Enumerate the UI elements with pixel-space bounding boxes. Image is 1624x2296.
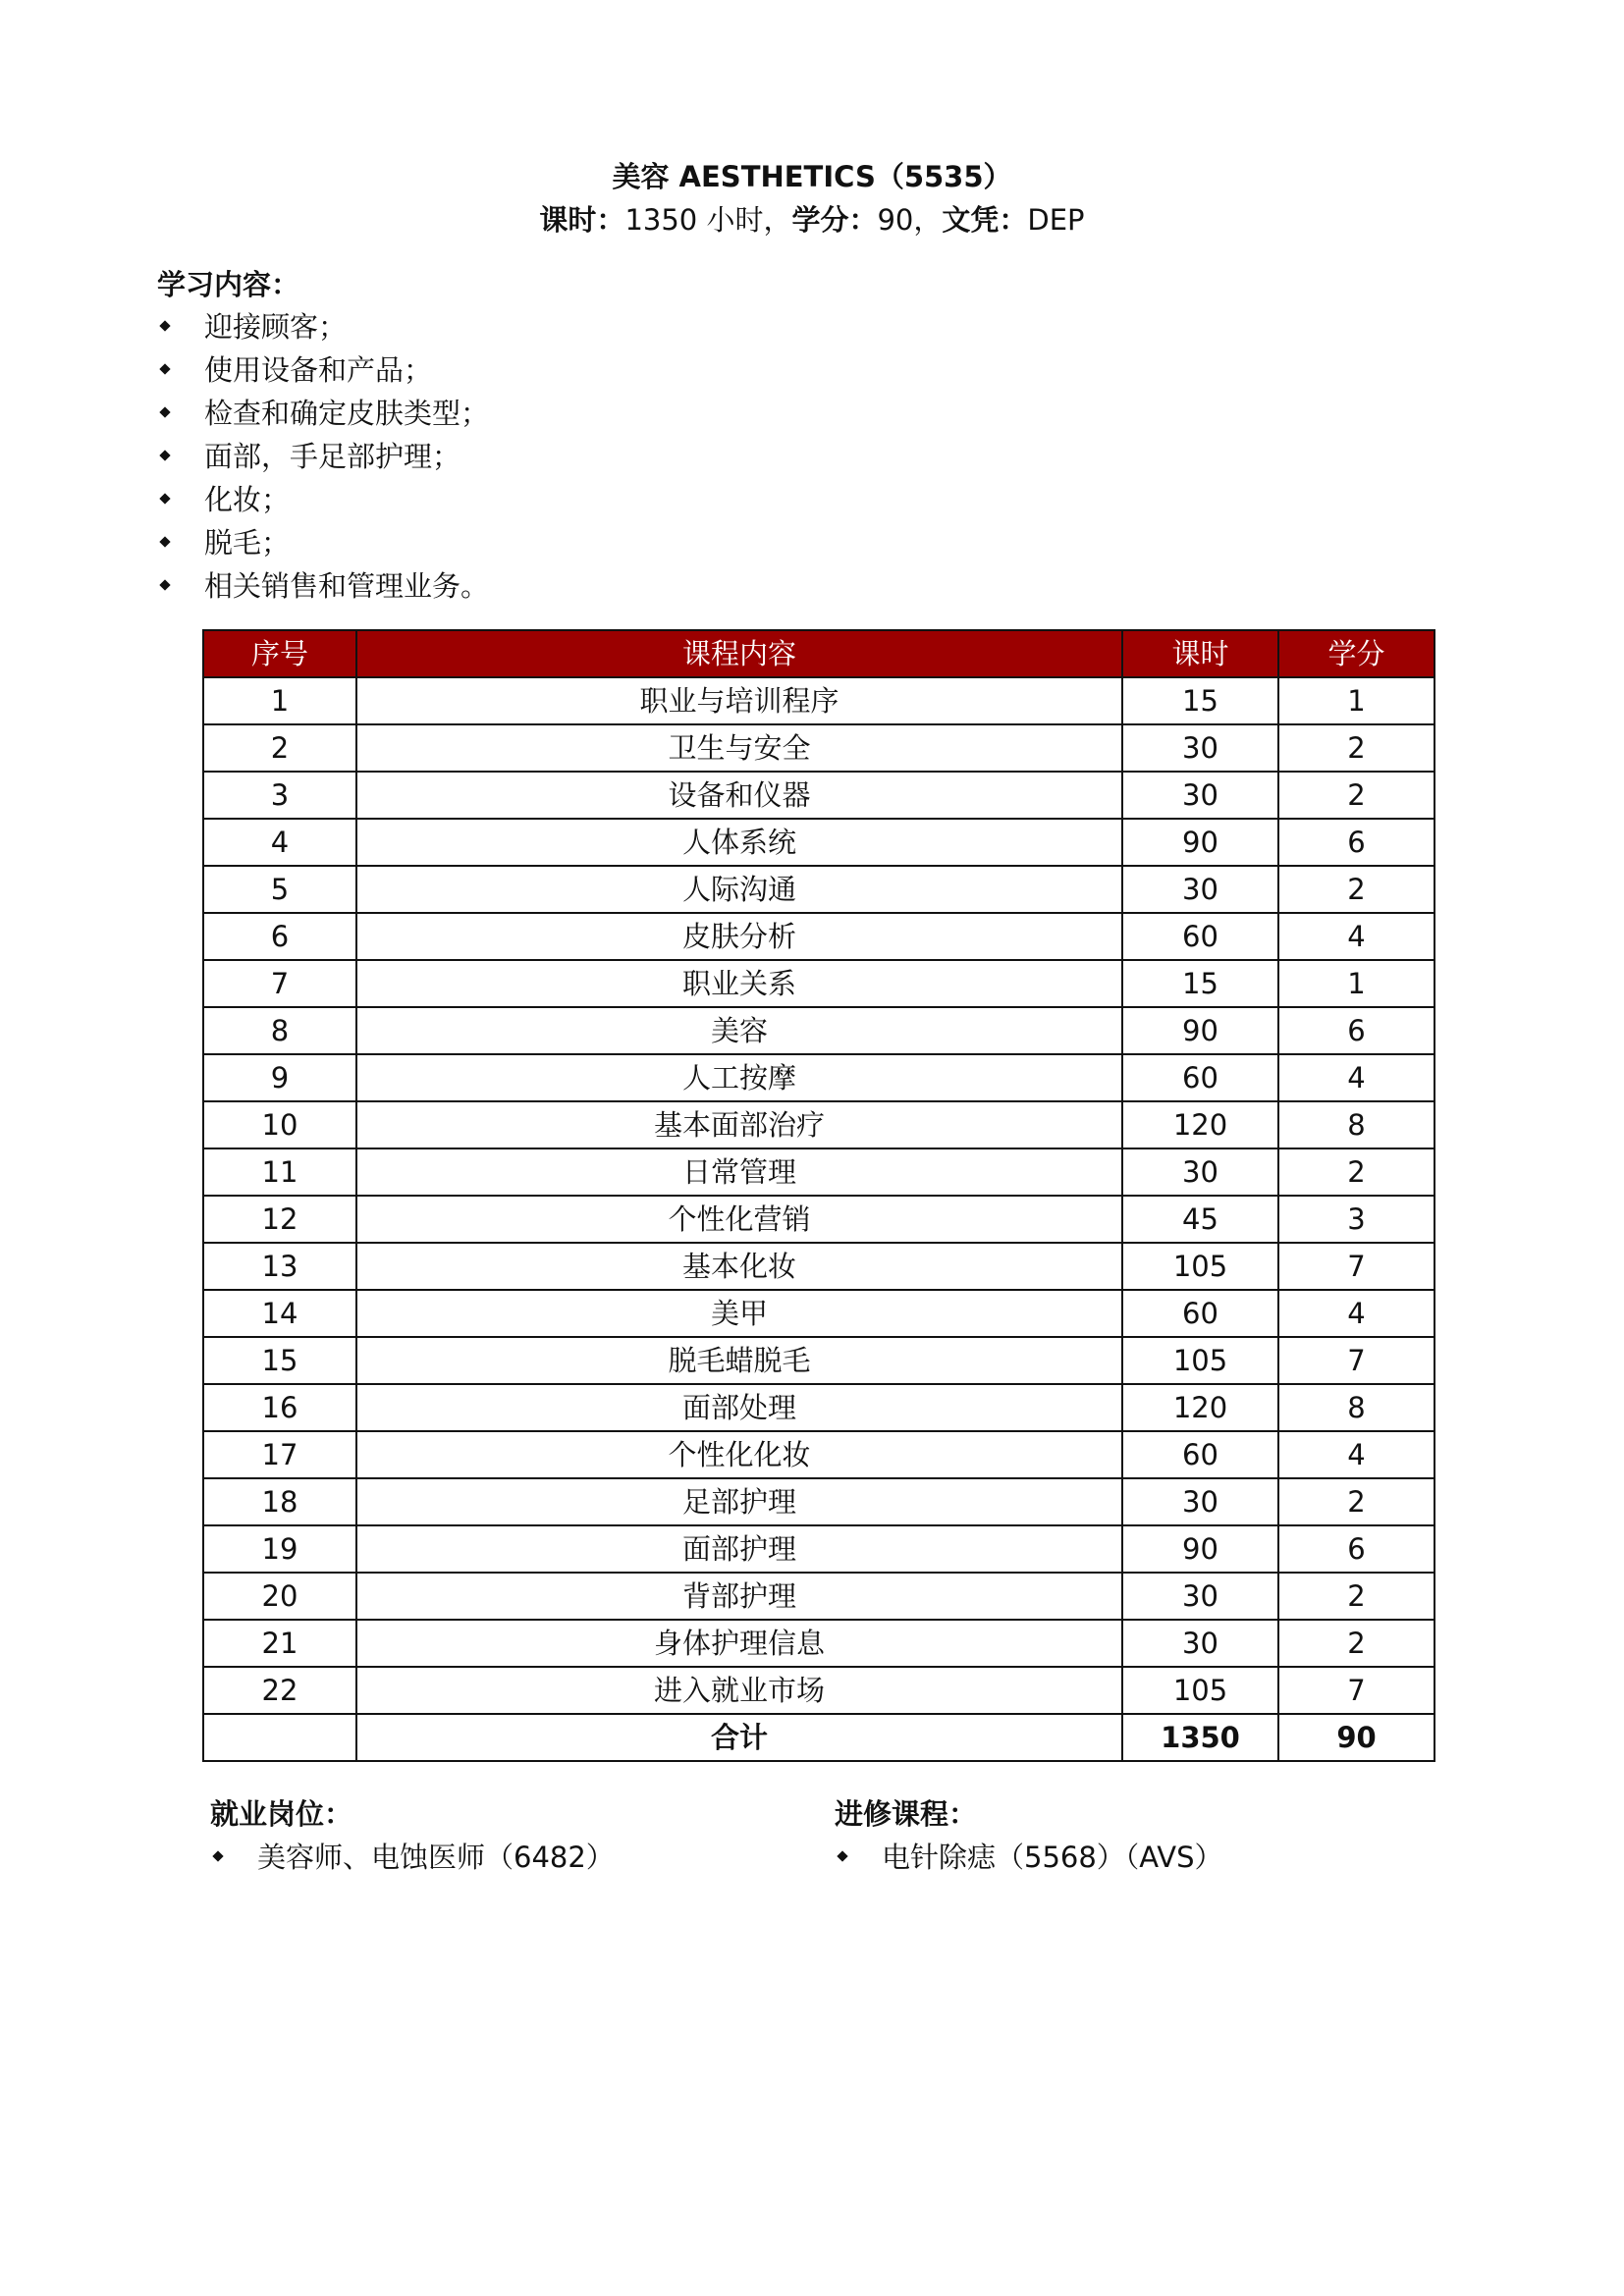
row-credits: 2 bbox=[1278, 866, 1435, 913]
row-content: 美容 bbox=[356, 1007, 1122, 1054]
row-credits: 2 bbox=[1278, 1573, 1435, 1620]
table-row bbox=[203, 1007, 1435, 1054]
row-content: 个性化化妆 bbox=[356, 1431, 1122, 1478]
table-header-row bbox=[203, 630, 1435, 677]
row-hours: 15 bbox=[1122, 677, 1278, 724]
row-number: 9 bbox=[203, 1054, 356, 1101]
table-row bbox=[203, 1573, 1435, 1620]
row-hours: 120 bbox=[1122, 1384, 1278, 1431]
row-content: 个性化营销 bbox=[356, 1196, 1122, 1243]
row-number: 6 bbox=[203, 913, 356, 960]
jobs-list bbox=[210, 1836, 615, 1879]
row-number: 5 bbox=[203, 866, 356, 913]
row-number: 1 bbox=[203, 677, 356, 724]
table-row bbox=[203, 1054, 1435, 1101]
row-credits: 2 bbox=[1278, 724, 1435, 772]
row-credits: 1 bbox=[1278, 960, 1435, 1007]
table-row bbox=[203, 1337, 1435, 1384]
row-number: 17 bbox=[203, 1431, 356, 1478]
table-row bbox=[203, 772, 1435, 819]
row-number: 12 bbox=[203, 1196, 356, 1243]
row-number: 13 bbox=[203, 1243, 356, 1290]
row-content: 面部护理 bbox=[356, 1525, 1122, 1573]
diploma-value: DEP bbox=[1027, 203, 1085, 237]
row-number: 7 bbox=[203, 960, 356, 1007]
row-number: 14 bbox=[203, 1290, 356, 1337]
table-row bbox=[203, 1431, 1435, 1478]
row-number: 19 bbox=[203, 1525, 356, 1573]
table-row bbox=[203, 1478, 1435, 1525]
header-content: 课程内容 bbox=[356, 630, 1122, 677]
row-credits: 2 bbox=[1278, 1620, 1435, 1667]
row-credits: 2 bbox=[1278, 1148, 1435, 1196]
row-credits: 4 bbox=[1278, 913, 1435, 960]
credits-value: 90， bbox=[877, 203, 943, 237]
row-hours: 60 bbox=[1122, 1290, 1278, 1337]
total-label: 合计 bbox=[356, 1714, 1122, 1761]
table-row bbox=[203, 1667, 1435, 1714]
row-credits: 8 bbox=[1278, 1384, 1435, 1431]
table-row bbox=[203, 819, 1435, 866]
learning-heading: 学习内容： bbox=[157, 268, 300, 301]
row-hours: 60 bbox=[1122, 1431, 1278, 1478]
total-hours: 1350 bbox=[1122, 1714, 1278, 1761]
row-credits: 4 bbox=[1278, 1290, 1435, 1337]
row-number: 18 bbox=[203, 1478, 356, 1525]
row-hours: 90 bbox=[1122, 819, 1278, 866]
row-content: 人际沟通 bbox=[356, 866, 1122, 913]
table-row bbox=[203, 1620, 1435, 1667]
row-credits: 2 bbox=[1278, 1478, 1435, 1525]
table-row bbox=[203, 866, 1435, 913]
list-item: 面部，手足部护理； bbox=[157, 435, 489, 478]
row-number: 22 bbox=[203, 1667, 356, 1714]
header-credits: 学分 bbox=[1278, 630, 1435, 677]
row-hours: 45 bbox=[1122, 1196, 1278, 1243]
table-row bbox=[203, 1525, 1435, 1573]
table-row bbox=[203, 960, 1435, 1007]
row-hours: 30 bbox=[1122, 1573, 1278, 1620]
table-row bbox=[203, 677, 1435, 724]
table-row bbox=[203, 1290, 1435, 1337]
row-content: 职业关系 bbox=[356, 960, 1122, 1007]
list-item: 使用设备和产品； bbox=[157, 348, 489, 392]
course-rows bbox=[203, 677, 1435, 1714]
row-credits: 6 bbox=[1278, 1525, 1435, 1573]
row-content: 皮肤分析 bbox=[356, 913, 1122, 960]
row-content: 职业与培训程序 bbox=[356, 677, 1122, 724]
header-number: 序号 bbox=[203, 630, 356, 677]
total-credits: 90 bbox=[1278, 1714, 1435, 1761]
row-hours: 15 bbox=[1122, 960, 1278, 1007]
list-item: 美容师、电蚀医师（6482） bbox=[210, 1836, 615, 1879]
row-content: 人工按摩 bbox=[356, 1054, 1122, 1101]
row-content: 身体护理信息 bbox=[356, 1620, 1122, 1667]
header-hours: 课时 bbox=[1122, 630, 1278, 677]
row-hours: 30 bbox=[1122, 1478, 1278, 1525]
row-hours: 105 bbox=[1122, 1667, 1278, 1714]
further-list bbox=[835, 1836, 1223, 1879]
row-credits: 8 bbox=[1278, 1101, 1435, 1148]
list-item: 化妆； bbox=[157, 478, 489, 521]
total-row bbox=[203, 1714, 1435, 1761]
row-number: 16 bbox=[203, 1384, 356, 1431]
row-content: 基本化妆 bbox=[356, 1243, 1122, 1290]
row-content: 卫生与安全 bbox=[356, 724, 1122, 772]
row-content: 人体系统 bbox=[356, 819, 1122, 866]
row-hours: 105 bbox=[1122, 1337, 1278, 1384]
row-hours: 30 bbox=[1122, 1620, 1278, 1667]
jobs-heading: 就业岗位： bbox=[210, 1797, 353, 1831]
row-hours: 30 bbox=[1122, 772, 1278, 819]
row-credits: 7 bbox=[1278, 1243, 1435, 1290]
row-hours: 90 bbox=[1122, 1007, 1278, 1054]
course-summary bbox=[0, 198, 1624, 241]
hours-label: 课时： bbox=[539, 203, 625, 237]
row-content: 进入就业市场 bbox=[356, 1667, 1122, 1714]
row-hours: 90 bbox=[1122, 1525, 1278, 1573]
row-number: 3 bbox=[203, 772, 356, 819]
row-credits: 3 bbox=[1278, 1196, 1435, 1243]
total-empty-cell bbox=[203, 1714, 356, 1761]
row-number: 10 bbox=[203, 1101, 356, 1148]
row-hours: 120 bbox=[1122, 1101, 1278, 1148]
credits-label: 学分： bbox=[791, 203, 878, 237]
row-credits: 2 bbox=[1278, 772, 1435, 819]
row-hours: 30 bbox=[1122, 724, 1278, 772]
table-row bbox=[203, 1243, 1435, 1290]
row-credits: 6 bbox=[1278, 819, 1435, 866]
row-hours: 60 bbox=[1122, 1054, 1278, 1101]
row-number: 21 bbox=[203, 1620, 356, 1667]
row-content: 美甲 bbox=[356, 1290, 1122, 1337]
row-credits: 4 bbox=[1278, 1054, 1435, 1101]
list-item: 电针除痣（5568）（AVS） bbox=[835, 1836, 1223, 1879]
list-item: 相关销售和管理业务。 bbox=[157, 564, 489, 608]
row-content: 面部处理 bbox=[356, 1384, 1122, 1431]
row-credits: 6 bbox=[1278, 1007, 1435, 1054]
table-row bbox=[203, 1384, 1435, 1431]
row-number: 8 bbox=[203, 1007, 356, 1054]
list-item: 脱毛； bbox=[157, 521, 489, 564]
row-hours: 30 bbox=[1122, 866, 1278, 913]
row-credits: 1 bbox=[1278, 677, 1435, 724]
table-row bbox=[203, 1148, 1435, 1196]
row-content: 设备和仪器 bbox=[356, 772, 1122, 819]
row-hours: 30 bbox=[1122, 1148, 1278, 1196]
row-content: 背部护理 bbox=[356, 1573, 1122, 1620]
row-content: 日常管理 bbox=[356, 1148, 1122, 1196]
document-title: 美容 AESTHETICS（5535） bbox=[612, 160, 1012, 193]
row-hours: 105 bbox=[1122, 1243, 1278, 1290]
row-number: 4 bbox=[203, 819, 356, 866]
hours-value: 1350 小时， bbox=[624, 203, 792, 237]
row-credits: 7 bbox=[1278, 1337, 1435, 1384]
row-content: 基本面部治疗 bbox=[356, 1101, 1122, 1148]
row-number: 20 bbox=[203, 1573, 356, 1620]
diploma-label: 文凭： bbox=[942, 203, 1028, 237]
row-number: 11 bbox=[203, 1148, 356, 1196]
row-hours: 60 bbox=[1122, 913, 1278, 960]
table-row bbox=[203, 1101, 1435, 1148]
row-credits: 7 bbox=[1278, 1667, 1435, 1714]
course-table bbox=[202, 629, 1435, 1762]
row-number: 15 bbox=[203, 1337, 356, 1384]
table-row bbox=[203, 724, 1435, 772]
row-content: 脱毛蜡脱毛 bbox=[356, 1337, 1122, 1384]
learning-list bbox=[157, 305, 489, 608]
further-heading: 进修课程： bbox=[835, 1797, 978, 1831]
row-number: 2 bbox=[203, 724, 356, 772]
row-content: 足部护理 bbox=[356, 1478, 1122, 1525]
list-item: 检查和确定皮肤类型； bbox=[157, 392, 489, 435]
table-row bbox=[203, 1196, 1435, 1243]
table-row bbox=[203, 913, 1435, 960]
row-credits: 4 bbox=[1278, 1431, 1435, 1478]
list-item: 迎接顾客； bbox=[157, 305, 489, 348]
